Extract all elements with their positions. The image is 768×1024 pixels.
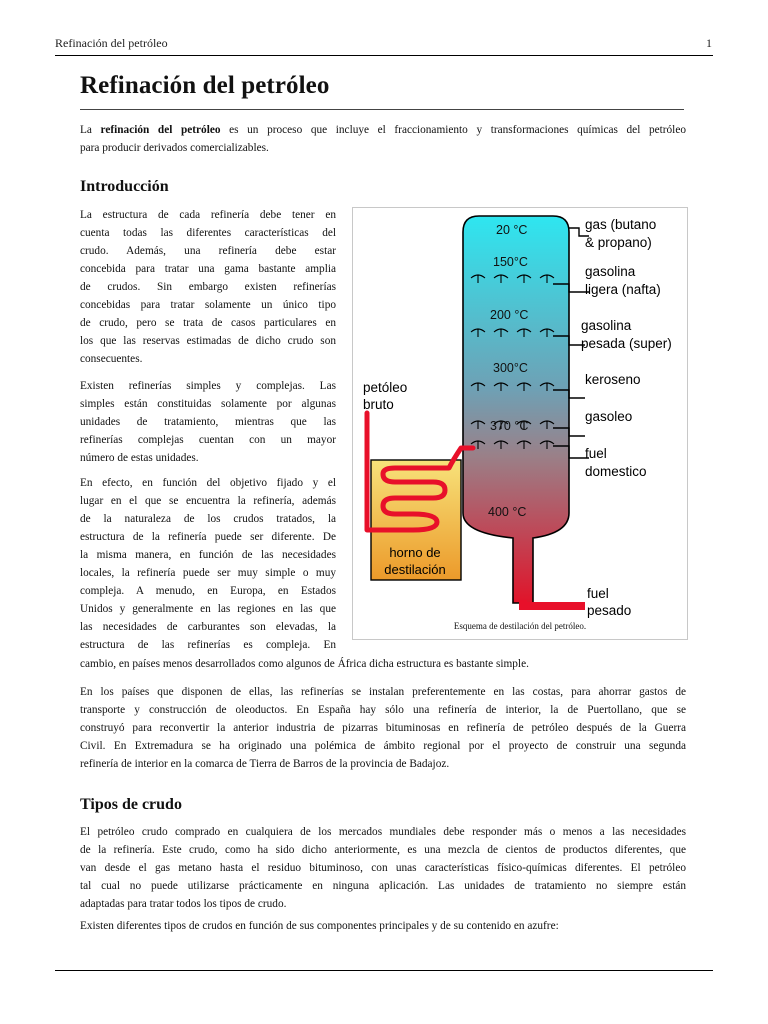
title-rule [80, 109, 684, 110]
text-line: lugar en el que se encuentra la refinería, además [80, 495, 336, 507]
text-line: van desde el gas metano hasta el residuo bituminoso, con unas características físico-químicas diferentes. El petróleo [80, 862, 686, 874]
input-label [363, 380, 407, 412]
text-line: la misma manera, en función de las necesidades [80, 549, 336, 561]
product-gas-l2: & propano) [585, 235, 652, 250]
product-light-gasoline-l1: gasolina [585, 264, 636, 279]
text-line: Existen refinerías simples y complejas. Las [80, 380, 336, 392]
text-line: Civil. En Extremadura se ha originado una polémica de ámbito regional por el proyecto de construir una segunda [80, 740, 686, 752]
intro-p3 [80, 474, 336, 654]
text-line: crudo. Además, una refinería debe estar [80, 245, 336, 257]
page-title: Refinación del petróleo [80, 72, 330, 99]
input-label-l2: bruto [363, 397, 394, 412]
running-header: Refinación del petróleo [55, 36, 168, 50]
text-line: concebidas para tratar solamente un único tipo [80, 299, 336, 311]
furnace-label-l2: destilación [384, 562, 446, 577]
text-line: de crudos. Sin embargo existen refinerías [80, 281, 336, 293]
product-gasoil: gasoleo [585, 409, 633, 424]
product-light-gasoline-l2: ligera (nafta) [585, 282, 661, 297]
text-line: construyó para reconvertir la anterior industria de pizarras bituminosas en refinería de petróleo después de la Guerra [80, 722, 686, 734]
text-line: En efecto, en función del objetivo fijado y el [80, 477, 336, 489]
tipos-p1 [80, 823, 686, 913]
intro-p4 [80, 683, 686, 773]
tipos-p2-line: Existen diferentes tipos de crudos en función de sus componentes principales y de su contenido en azufre: [80, 920, 559, 932]
intro-bold-term: refinación del petróleo [100, 124, 221, 136]
text-line: unidades de tratamiento, mientras que las [80, 416, 336, 428]
page-number: 1 [706, 36, 712, 50]
product-heavy-gasoline-l1: gasolina [581, 318, 632, 333]
text-line: compleja. A menudo, en Europa, en Estados [80, 585, 336, 597]
text-line: de la refinería. Este crudo, como ha sido dicho anteriormente, es una mezcla de cientos de productos diferentes, que [80, 844, 686, 856]
furnace-label-l1: horno de [389, 545, 441, 560]
product-heavy-gasoline-l2: pesada (super) [581, 336, 672, 351]
intro-line2: para producir derivados comercializables. [80, 142, 269, 154]
heading-introduccion: Introducción [80, 178, 169, 195]
text-line: consecuentes. [80, 353, 143, 365]
product-gas-l1: gas (butano [585, 217, 657, 232]
intro-p1 [80, 206, 336, 368]
text-line: locales, la refinería puede ser muy simple o muy [80, 567, 336, 579]
temp-label-2: 150°C [493, 255, 528, 269]
text-line: La estructura de cada refinería debe tener en [80, 209, 336, 221]
temp-label-1: 20 °C [496, 223, 528, 237]
text-line: estructura de las refinerías es compleja. En [80, 639, 336, 651]
text-line: Unidos y generalmente en las regiones en las que [80, 603, 336, 615]
product-domestic-fuel-l1: fuel [585, 446, 607, 461]
distillation-figure [352, 207, 688, 640]
product-domestic-fuel-l2: domestico [585, 464, 647, 479]
text-line: cuenta todas las diferentes características del [80, 227, 336, 239]
text-line: concebida para tratar una gama bastante amplia [80, 263, 336, 275]
product-labels [581, 217, 672, 618]
text-line: tal cual no puede utilizarse prácticamente en ninguna aplicación. Las unidades de tratamiento no siempre están [80, 880, 686, 892]
footer-rule [55, 970, 713, 971]
intro-p2 [80, 377, 336, 467]
text-line: adaptadas para tratar todos los tipos de crudo. [80, 898, 287, 910]
intro-pre: La [80, 124, 101, 136]
text-line: número de estas unidades. [80, 452, 199, 464]
heading-tipos-de-crudo: Tipos de crudo [80, 796, 182, 813]
intro-paragraph [80, 121, 686, 157]
text-line: los que las reservas estimadas de dicho crudo son [80, 335, 336, 347]
tipos-p2 [80, 917, 686, 935]
text-line: refinería de interior en la comarca de Tierra de Barros de la provincia de Badajoz. [80, 758, 450, 770]
text-line: En los países que disponen de ellas, las refinerías se instalan preferentemente en las costas, para ahorrar gastos de [80, 686, 686, 698]
temp-label-3: 200 °C [490, 308, 529, 322]
temp-label-4: 300°C [493, 361, 528, 375]
text-line: estructura de la refinería puede ser diferente. De [80, 531, 336, 543]
text-line: transporte y construcción de oleoductos. En España hay sólo una refinería de interior, la de Puertollano, que se [80, 704, 686, 716]
distillation-column [463, 216, 569, 603]
intro-p3-continued [80, 655, 686, 673]
text-line: de la naturaleza de los crudos tratados, la [80, 513, 336, 525]
text-line: El petróleo crudo comprado en cualquiera de los mercados mundiales debe responder más o menos a las necesidades [80, 826, 686, 838]
text-line: las necesidades de carburantes son elevadas, la [80, 621, 336, 633]
text-line: de crudo, pero se trata de casos particulares en [80, 317, 336, 329]
product-heavy-fuel-l2: pesado [587, 603, 632, 618]
distillation-diagram [353, 208, 687, 639]
header-rule [55, 55, 713, 56]
intro-p3-full-line: cambio, en países menos desarrollados como algunos de África dicha estructura es bastante simple. [80, 658, 529, 670]
input-label-l1: petóleo [363, 380, 408, 395]
intro-post: es un proceso que incluye el fraccionamiento y transformaciones químicas del petróleo [220, 124, 686, 136]
product-heavy-fuel-l1: fuel [587, 586, 609, 601]
text-line: refinerías complejas cuentan con un mayor [80, 434, 336, 446]
temp-label-6: 400 °C [488, 505, 527, 519]
temp-label-5: 370 °C [490, 419, 529, 433]
figure-caption: Esquema de destilación del petróleo. [453, 621, 587, 631]
text-line: simples están constituidas solamente por algunas [80, 398, 336, 410]
product-kerosene: keroseno [585, 372, 641, 387]
